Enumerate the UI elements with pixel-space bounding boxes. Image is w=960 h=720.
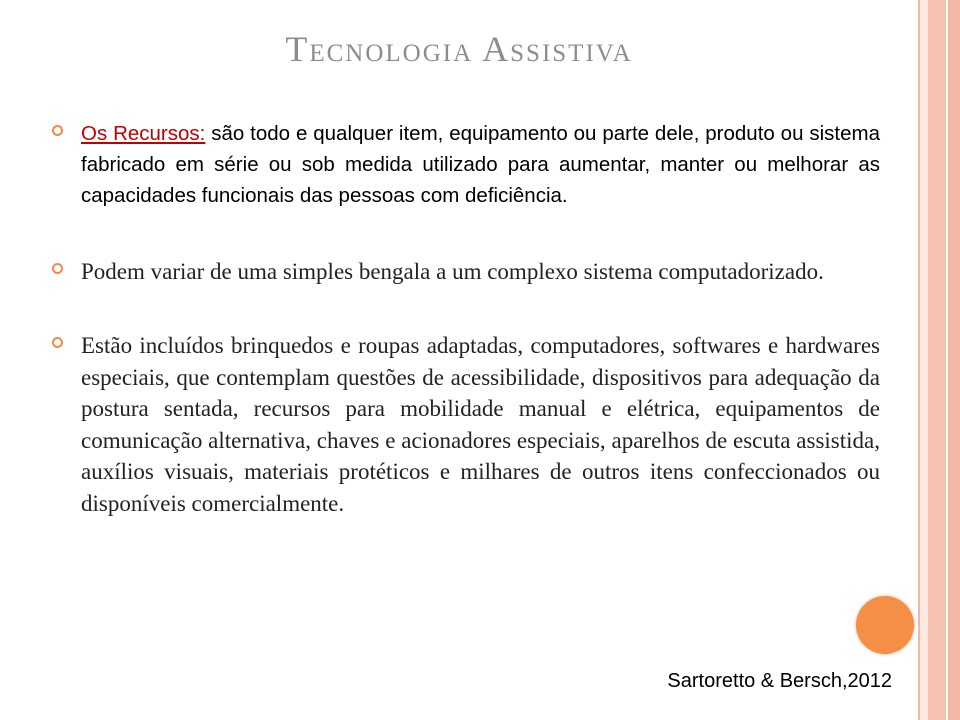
- bullet-item-variar: [50, 256, 880, 288]
- bullet-text: Podem variar de uma simples bengala a um complexo sistema computadorizado.: [81, 259, 824, 284]
- hollow-circle-bullet-icon: [50, 123, 64, 137]
- slide-title: Tecnologia Assistiva: [285, 29, 633, 69]
- hollow-circle-bullet-icon: [50, 261, 64, 275]
- bullet-text: são todo e qualquer item, equipamento ou parte dele, produto ou sistema fabricado em série ou sob medida utilizado para aumentar, manter ou melhorar as capacidades funcionais das pessoas com deficiência.: [81, 122, 880, 207]
- orange-circle-decoration: [856, 596, 914, 654]
- citation: Sartoretto & Bersch,2012: [667, 670, 892, 692]
- decorative-stripe-main: [928, 0, 946, 720]
- bullet-lead-term: Os Recursos:: [81, 122, 206, 145]
- bullet-text: Estão incluídos brinquedos e roupas adaptadas, computadores, softwares e hardwares especiais, que contemplam questões de acessibilidade, dispositivos para adequação da postura sentada, recursos para mobilidade manual e elétrica, equipamentos de comunicação alternativa, chaves e acionadores especiais, aparelhos de escuta assistida, auxílios visuais, materiais protéticos e milhares de outros itens confeccionados ou disponíveis comercialmente.: [81, 333, 880, 516]
- bullet-item-incluidos: [50, 330, 880, 519]
- decorative-stripe-edge: [948, 0, 960, 720]
- hollow-circle-bullet-icon: [50, 335, 64, 349]
- bullet-list: [50, 118, 880, 519]
- bullet-item-recursos: [50, 118, 880, 211]
- decorative-stripe-gap: [920, 0, 928, 720]
